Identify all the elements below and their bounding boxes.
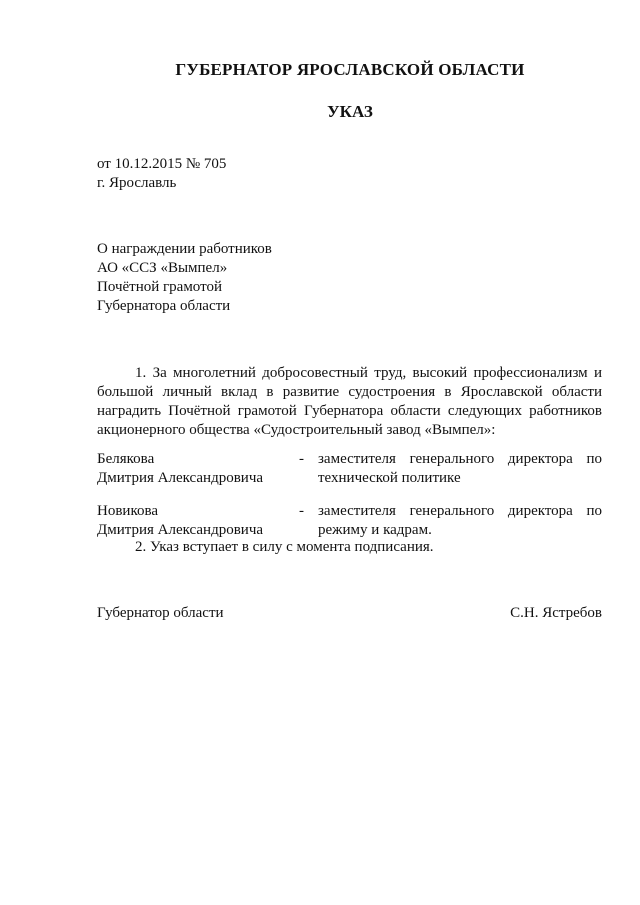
awardee-surname: Белякова bbox=[97, 451, 155, 467]
date-number: от 10.12.2015 № 705 bbox=[97, 156, 227, 172]
subject-line: АО «ССЗ «Вымпел» bbox=[97, 260, 228, 276]
subject-line: О награждении работников bbox=[97, 241, 272, 257]
document-type: УКАЗ bbox=[327, 102, 373, 121]
subject-line: Почётной грамотой bbox=[97, 279, 222, 295]
awardee-dash: - bbox=[299, 451, 304, 467]
body-paragraph-1-block bbox=[97, 364, 602, 440]
body-paragraph-2: 2. Указ вступает в силу с момента подписания. bbox=[135, 539, 434, 555]
awardee-position: заместителя генерального директора по режиму и кадрам. bbox=[318, 503, 602, 538]
subject-line: Губернатора области bbox=[97, 298, 231, 314]
awardee-position: заместителя генерального директора по технической политике bbox=[318, 451, 602, 486]
awardee-name bbox=[97, 450, 263, 488]
awardee-dash: - bbox=[299, 503, 304, 519]
awardee-name bbox=[97, 502, 263, 540]
document-meta bbox=[97, 155, 226, 193]
document-authority: ГУБЕРНАТОР ЯРОСЛАВСКОЙ ОБЛАСТИ bbox=[175, 60, 525, 79]
awardee-surname: Новикова bbox=[97, 503, 159, 519]
body-paragraph-1: 1. За многолетний добросовестный труд, высокий профессионализм и большой личный вклад в развитие судостроения в Ярославской области наградить Почётной грамотой Губернатора области следующих работников акционерного общества «Судостроительный завод «Вымпел»: bbox=[97, 365, 602, 438]
awardee-given-names: Дмитрия Александровича bbox=[97, 522, 264, 538]
signatory-title: Губернатор области bbox=[97, 605, 224, 621]
place: г. Ярославль bbox=[97, 175, 177, 191]
document-subject bbox=[97, 240, 272, 316]
awardee-given-names: Дмитрия Александровича bbox=[97, 470, 264, 486]
signatory-name: С.Н. Ястребов bbox=[510, 605, 602, 621]
